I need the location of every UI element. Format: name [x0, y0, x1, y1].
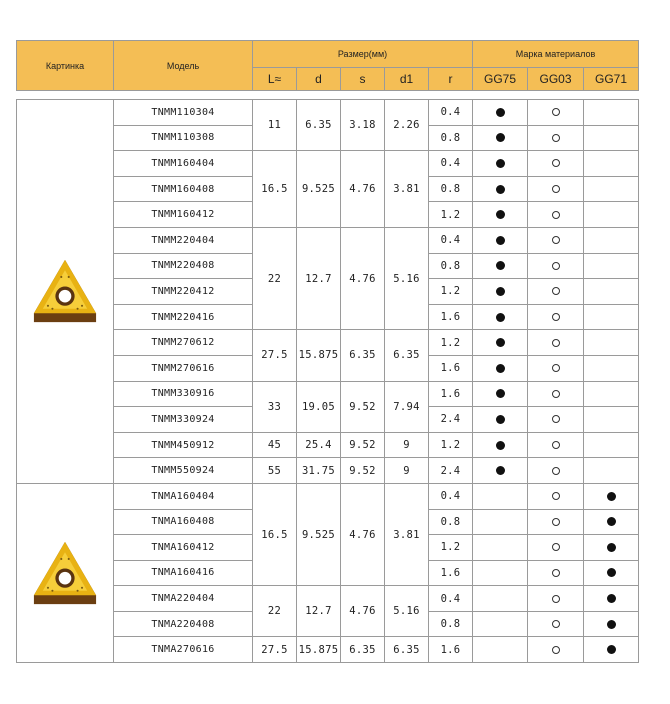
grade-cell-gg75 [473, 100, 528, 126]
grade-cell-gg71 [584, 535, 639, 561]
grade-cell-gg75 [473, 355, 528, 381]
grade-cell-gg03 [528, 407, 584, 433]
grade-cell-gg71 [584, 637, 639, 663]
model-cell: TNMM110308 [114, 125, 253, 151]
grade-cell-gg71 [584, 483, 639, 509]
picture-cell [17, 483, 114, 662]
grade-cell-gg75 [473, 458, 528, 484]
grade-cell-gg71 [584, 560, 639, 586]
radius-cell: 0.8 [429, 253, 473, 279]
grade-cell-gg03 [528, 586, 584, 612]
diameter-cell: 12.7 [297, 586, 341, 637]
radius-cell: 2.4 [429, 407, 473, 433]
available-dot-icon [607, 517, 616, 526]
available-dot-icon [607, 645, 616, 654]
diameter-cell: 19.05 [297, 381, 341, 432]
radius-cell: 2.4 [429, 458, 473, 484]
grade-cell-gg71 [584, 407, 639, 433]
grade-cell-gg71 [584, 253, 639, 279]
grade-cell-gg03 [528, 355, 584, 381]
radius-cell: 1.2 [429, 202, 473, 228]
header-grade-gg75: GG75 [473, 68, 528, 91]
grade-cell-gg75 [473, 253, 528, 279]
model-cell: TNMM330916 [114, 381, 253, 407]
model-cell: TNMM160412 [114, 202, 253, 228]
radius-cell: 1.6 [429, 355, 473, 381]
thickness-cell: 9.52 [341, 458, 385, 484]
thickness-cell: 4.76 [341, 483, 385, 585]
radius-cell: 0.8 [429, 176, 473, 202]
header-col-r: r [429, 68, 473, 91]
table-row [17, 100, 639, 126]
length-cell: 11 [253, 100, 297, 151]
header-spacer [17, 91, 639, 100]
grade-cell-gg75 [473, 176, 528, 202]
thickness-cell: 4.76 [341, 586, 385, 637]
grade-cell-gg75 [473, 151, 528, 177]
optional-circle-icon [552, 390, 560, 398]
length-cell: 27.5 [253, 637, 297, 663]
grade-cell-gg71 [584, 279, 639, 305]
length-cell: 16.5 [253, 483, 297, 585]
optional-circle-icon [552, 441, 560, 449]
grade-cell-gg03 [528, 560, 584, 586]
optional-circle-icon [552, 646, 560, 654]
grade-cell-gg71 [584, 509, 639, 535]
hole-diameter-cell: 5.16 [385, 227, 429, 329]
model-cell: TNMM160408 [114, 176, 253, 202]
length-cell: 27.5 [253, 330, 297, 381]
table-row [17, 483, 639, 509]
available-dot-icon [496, 441, 505, 450]
model-cell: TNMA160408 [114, 509, 253, 535]
thickness-cell: 6.35 [341, 330, 385, 381]
radius-cell: 0.4 [429, 586, 473, 612]
available-dot-icon [496, 389, 505, 398]
model-cell: TNMM330924 [114, 407, 253, 433]
length-cell: 22 [253, 227, 297, 329]
hole-diameter-cell: 6.35 [385, 637, 429, 663]
optional-circle-icon [552, 211, 560, 219]
model-cell: TNMA160412 [114, 535, 253, 561]
grade-cell-gg71 [584, 227, 639, 253]
grade-cell-gg75 [473, 407, 528, 433]
grade-cell-gg03 [528, 509, 584, 535]
optional-circle-icon [552, 185, 560, 193]
optional-circle-icon [552, 595, 560, 603]
radius-cell: 0.4 [429, 483, 473, 509]
radius-cell: 1.6 [429, 304, 473, 330]
grade-cell-gg75 [473, 202, 528, 228]
diameter-cell: 25.4 [297, 432, 341, 458]
available-dot-icon [496, 364, 505, 373]
radius-cell: 0.8 [429, 509, 473, 535]
radius-cell: 1.6 [429, 637, 473, 663]
length-cell: 22 [253, 586, 297, 637]
header-col-s: s [341, 68, 385, 91]
grade-cell-gg71 [584, 151, 639, 177]
picture-cell [17, 100, 114, 484]
thickness-cell: 9.52 [341, 381, 385, 432]
grade-cell-gg03 [528, 100, 584, 126]
hole-diameter-cell: 6.35 [385, 330, 429, 381]
header-col-L: L≈ [253, 68, 297, 91]
grade-cell-gg75 [473, 560, 528, 586]
grade-cell-gg03 [528, 151, 584, 177]
grade-cell-gg75 [473, 483, 528, 509]
grade-cell-gg75 [473, 227, 528, 253]
length-cell: 55 [253, 458, 297, 484]
grade-cell-gg03 [528, 125, 584, 151]
radius-cell: 1.2 [429, 279, 473, 305]
grade-cell-gg71 [584, 611, 639, 637]
model-cell: TNMM270616 [114, 355, 253, 381]
available-dot-icon [607, 594, 616, 603]
optional-circle-icon [552, 287, 560, 295]
grade-cell-gg75 [473, 611, 528, 637]
radius-cell: 0.4 [429, 227, 473, 253]
grade-cell-gg71 [584, 125, 639, 151]
radius-cell: 1.2 [429, 432, 473, 458]
header-grade-gg03: GG03 [528, 68, 584, 91]
grade-cell-gg71 [584, 432, 639, 458]
thickness-cell: 4.76 [341, 151, 385, 228]
radius-cell: 0.4 [429, 100, 473, 126]
radius-cell: 0.8 [429, 611, 473, 637]
available-dot-icon [496, 159, 505, 168]
hole-diameter-cell: 9 [385, 458, 429, 484]
model-cell: TNMM550924 [114, 458, 253, 484]
triangle-insert-icon [28, 254, 102, 328]
available-dot-icon [496, 210, 505, 219]
grade-cell-gg75 [473, 535, 528, 561]
insert-spec-table [16, 40, 639, 663]
diameter-cell: 31.75 [297, 458, 341, 484]
grade-cell-gg75 [473, 125, 528, 151]
thickness-cell: 6.35 [341, 637, 385, 663]
optional-circle-icon [552, 543, 560, 551]
header-model: Модель [114, 41, 253, 91]
grade-cell-gg75 [473, 509, 528, 535]
available-dot-icon [496, 466, 505, 475]
thickness-cell: 3.18 [341, 100, 385, 151]
grade-cell-gg71 [584, 100, 639, 126]
grade-cell-gg71 [584, 176, 639, 202]
optional-circle-icon [552, 262, 560, 270]
model-cell: TNMM220416 [114, 304, 253, 330]
available-dot-icon [496, 313, 505, 322]
grade-cell-gg03 [528, 432, 584, 458]
radius-cell: 0.8 [429, 125, 473, 151]
available-dot-icon [496, 133, 505, 142]
diameter-cell: 9.525 [297, 483, 341, 585]
available-dot-icon [496, 108, 505, 117]
model-cell: TNMA160404 [114, 483, 253, 509]
header-grade-gg71: GG71 [584, 68, 639, 91]
grade-cell-gg71 [584, 202, 639, 228]
grade-cell-gg03 [528, 611, 584, 637]
optional-circle-icon [552, 313, 560, 321]
available-dot-icon [496, 236, 505, 245]
diameter-cell: 12.7 [297, 227, 341, 329]
model-cell: TNMA220404 [114, 586, 253, 612]
model-cell: TNMM160404 [114, 151, 253, 177]
radius-cell: 1.2 [429, 330, 473, 356]
model-cell: TNMM220404 [114, 227, 253, 253]
available-dot-icon [496, 287, 505, 296]
hole-diameter-cell: 5.16 [385, 586, 429, 637]
header-picture: Картинка [17, 41, 114, 91]
grade-cell-gg03 [528, 483, 584, 509]
model-cell: TNMA270616 [114, 637, 253, 663]
hole-diameter-cell: 9 [385, 432, 429, 458]
thickness-cell: 9.52 [341, 432, 385, 458]
triangle-insert-icon [28, 536, 102, 610]
radius-cell: 1.6 [429, 560, 473, 586]
hole-diameter-cell: 2.26 [385, 100, 429, 151]
diameter-cell: 6.35 [297, 100, 341, 151]
grade-cell-gg03 [528, 458, 584, 484]
grade-cell-gg75 [473, 304, 528, 330]
grade-cell-gg71 [584, 355, 639, 381]
diameter-cell: 15.875 [297, 637, 341, 663]
header-col-d1: d1 [385, 68, 429, 91]
length-cell: 33 [253, 381, 297, 432]
grade-cell-gg75 [473, 279, 528, 305]
optional-circle-icon [552, 569, 560, 577]
thickness-cell: 4.76 [341, 227, 385, 329]
optional-circle-icon [552, 492, 560, 500]
model-cell: TNMM110304 [114, 100, 253, 126]
grade-cell-gg75 [473, 432, 528, 458]
available-dot-icon [607, 492, 616, 501]
hole-diameter-cell: 7.94 [385, 381, 429, 432]
grade-cell-gg75 [473, 381, 528, 407]
available-dot-icon [607, 543, 616, 552]
optional-circle-icon [552, 467, 560, 475]
grade-cell-gg75 [473, 637, 528, 663]
length-cell: 45 [253, 432, 297, 458]
grade-cell-gg03 [528, 381, 584, 407]
grade-cell-gg03 [528, 637, 584, 663]
available-dot-icon [496, 338, 505, 347]
grade-cell-gg03 [528, 330, 584, 356]
table-body [17, 100, 639, 663]
grade-cell-gg03 [528, 176, 584, 202]
hole-diameter-cell: 3.81 [385, 483, 429, 585]
optional-circle-icon [552, 415, 560, 423]
grade-cell-gg71 [584, 458, 639, 484]
grade-cell-gg03 [528, 202, 584, 228]
model-cell: TNMA220408 [114, 611, 253, 637]
grade-cell-gg71 [584, 381, 639, 407]
optional-circle-icon [552, 236, 560, 244]
model-cell: TNMM450912 [114, 432, 253, 458]
grade-cell-gg03 [528, 535, 584, 561]
available-dot-icon [607, 568, 616, 577]
available-dot-icon [607, 620, 616, 629]
grade-cell-gg03 [528, 253, 584, 279]
radius-cell: 1.2 [429, 535, 473, 561]
header-material-group: Марка материалов [473, 41, 639, 68]
radius-cell: 1.6 [429, 381, 473, 407]
available-dot-icon [496, 261, 505, 270]
model-cell: TNMM220408 [114, 253, 253, 279]
grade-cell-gg71 [584, 304, 639, 330]
hole-diameter-cell: 3.81 [385, 151, 429, 228]
optional-circle-icon [552, 364, 560, 372]
diameter-cell: 15.875 [297, 330, 341, 381]
optional-circle-icon [552, 159, 560, 167]
optional-circle-icon [552, 108, 560, 116]
available-dot-icon [496, 185, 505, 194]
model-cell: TNMM220412 [114, 279, 253, 305]
optional-circle-icon [552, 339, 560, 347]
grade-cell-gg03 [528, 304, 584, 330]
grade-cell-gg71 [584, 586, 639, 612]
radius-cell: 0.4 [429, 151, 473, 177]
model-cell: TNMM270612 [114, 330, 253, 356]
optional-circle-icon [552, 620, 560, 628]
grade-cell-gg03 [528, 279, 584, 305]
length-cell: 16.5 [253, 151, 297, 228]
header-size-group: Размер(мм) [253, 41, 473, 68]
grade-cell-gg75 [473, 330, 528, 356]
optional-circle-icon [552, 134, 560, 142]
grade-cell-gg03 [528, 227, 584, 253]
diameter-cell: 9.525 [297, 151, 341, 228]
grade-cell-gg71 [584, 330, 639, 356]
model-cell: TNMA160416 [114, 560, 253, 586]
available-dot-icon [496, 415, 505, 424]
grade-cell-gg75 [473, 586, 528, 612]
header-col-d: d [297, 68, 341, 91]
optional-circle-icon [552, 518, 560, 526]
